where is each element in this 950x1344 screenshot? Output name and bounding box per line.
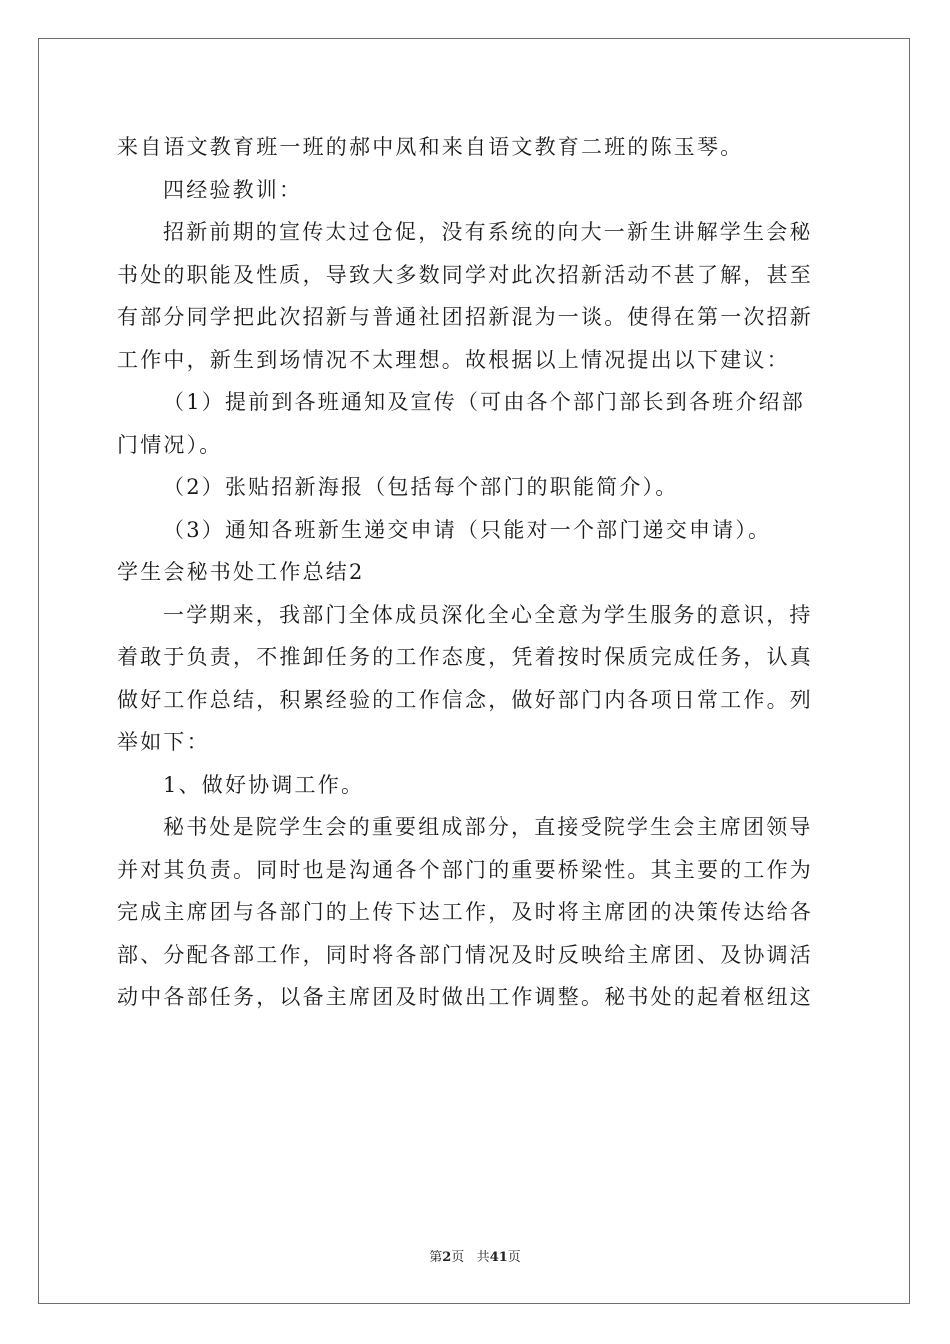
article-title: 学生会秘书处工作总结2: [117, 560, 365, 584]
page-prefix: 第: [429, 1250, 443, 1265]
paragraph-line: 门情况）。: [117, 432, 223, 457]
paragraph-line: 并对其负责。同时也是沟通各个部门的重要桥梁性。其主要的工作为: [117, 857, 813, 882]
page-suffix: 页: [451, 1250, 465, 1265]
paragraph-line: 做好工作总结，积累经验的工作信念，做好部门内各项日常工作。列: [117, 687, 813, 712]
total-suffix: 页: [507, 1250, 521, 1265]
paragraph-line: 动中各部任务，以备主席团及时做出工作调整。秘书处的起着枢纽这: [117, 985, 813, 1009]
section-heading: 1、做好协调工作。: [163, 772, 365, 797]
paragraph-line: 部、分配各部工作，同时将各部门情况及时反映给主席团、及协调活: [117, 942, 813, 967]
paragraph-line: 秘书处是院学生会的重要组成部分，直接受院学生会主席团领导: [163, 815, 813, 839]
document-body: [117, 126, 837, 1019]
page-number: 2: [442, 1250, 452, 1265]
paragraph-line: 来自语文教育班一班的郝中凤和来自语文教育二班的陈玉琴。: [117, 135, 744, 159]
paragraph-line: 举如下：: [117, 730, 210, 754]
total-pages: 41: [489, 1250, 508, 1265]
section-heading: 四经验教训：: [163, 177, 303, 202]
list-item: （1）提前到各班通知及宣传（可由各个部门部长到各班介绍部: [163, 390, 805, 414]
paragraph-line: 着敢于负责，不推卸任务的工作态度，凭着按时保质完成任务，认真: [117, 645, 813, 669]
page-footer: [0, 1246, 950, 1265]
list-item: （2）张贴招新海报（包括每个部门的职能简介）。: [163, 475, 679, 499]
paragraph-line: 完成主席团与各部门的上传下达工作，及时将主席团的决策传达给各: [117, 900, 813, 924]
paragraph-line: 有部分同学把此次招新与普通社团招新混为一谈。使得在第一次招新: [117, 305, 813, 329]
total-prefix: 共: [476, 1250, 490, 1265]
paragraph-line: 招新前期的宣传太过仓促，没有系统的向大一新生讲解学生会秘: [163, 220, 813, 244]
list-item: （3）通知各班新生递交申请（只能对一个部门递交申请）。: [163, 517, 772, 542]
paragraph-line: 书处的职能及性质，导致大多数同学对此次招新活动不甚了解，甚至: [117, 262, 813, 287]
paragraph-line: 一学期来，我部门全体成员深化全心全意为学生服务的意识，持: [163, 602, 813, 627]
paragraph-line: 工作中，新生到场情况不太理想。故根据以上情况提出以下建议：: [117, 347, 790, 372]
